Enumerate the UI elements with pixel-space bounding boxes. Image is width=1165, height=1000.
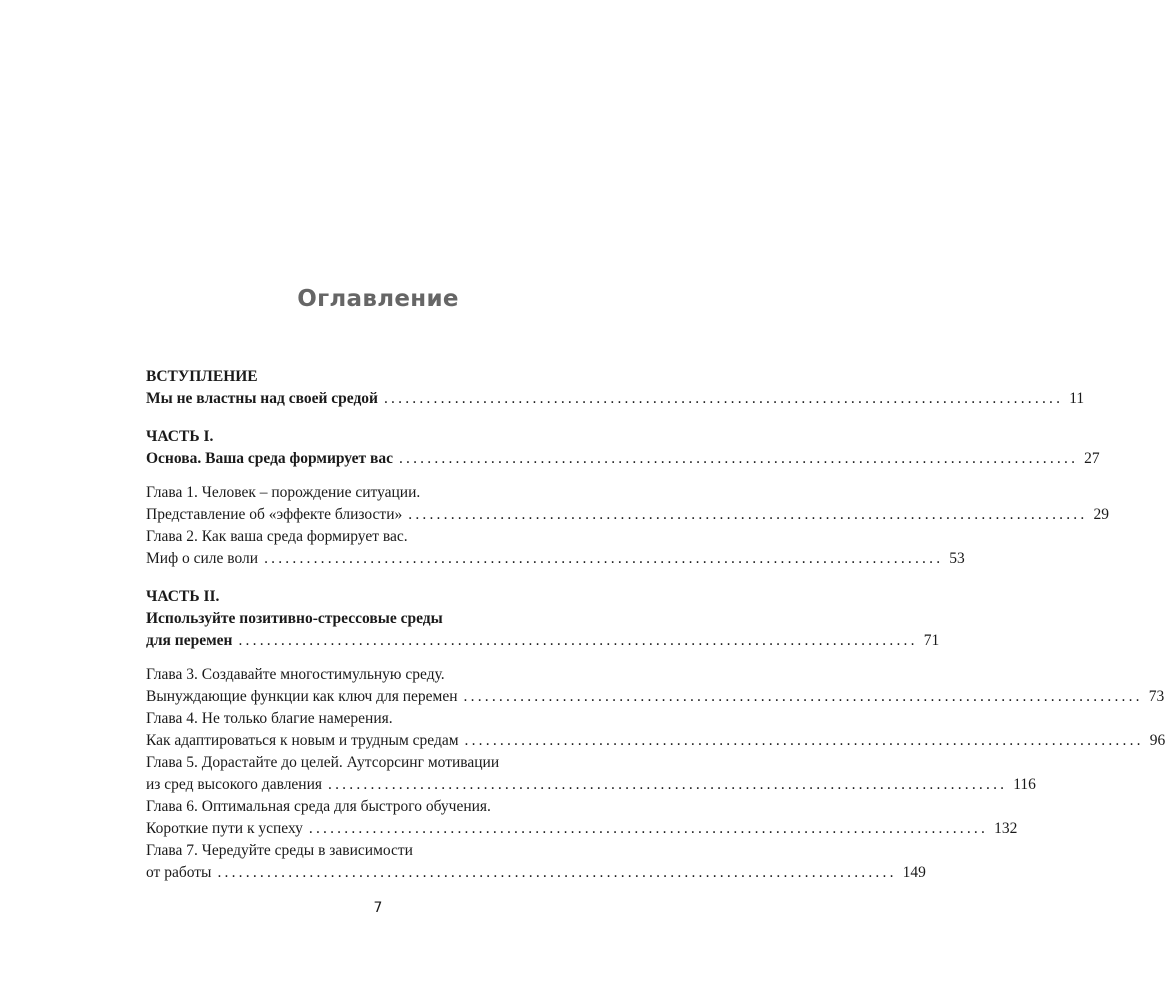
- toc-entry-text: Основа. Ваша среда формирует вас: [146, 450, 393, 467]
- toc-entry-page: 96: [1149, 732, 1165, 749]
- toc-entry-chapter5[interactable]: [146, 774, 1036, 796]
- toc-entry-text: Мы не властны над своей средой: [146, 390, 378, 407]
- toc-entry-page: 73: [1148, 688, 1165, 705]
- toc-entry-intro[interactable]: [146, 388, 1085, 410]
- part2-heading: ЧАСТЬ II.: [146, 588, 220, 605]
- chapter1-title: Глава 1. Человек – порождение ситуации.: [146, 484, 421, 501]
- toc-entry-text: из сред высокого давления: [146, 776, 323, 793]
- toc-entry-chapter3[interactable]: [146, 686, 1165, 708]
- chapter5-title: Глава 5. Дорастайте до целей. Аутсорсинг мотивации: [146, 754, 500, 771]
- toc-entry-page: 11: [1069, 390, 1085, 407]
- leader-dots: ................................................................................................: [383, 390, 1064, 407]
- toc-entry-part1[interactable]: [146, 448, 1100, 470]
- toc-entry-page: 132: [994, 820, 1018, 837]
- toc-entry-chapter7[interactable]: [146, 862, 926, 884]
- toc-entry-text: Как адаптироваться к новым и трудным средам: [146, 732, 459, 749]
- toc-entry-page: 149: [902, 864, 926, 881]
- toc-entry-text: Короткие пути к успеху: [146, 820, 303, 837]
- leader-dots: ................................................................................................: [464, 732, 1144, 749]
- toc-entry-chapter2[interactable]: [146, 548, 965, 570]
- page-number: 7: [373, 900, 383, 916]
- toc-entry-text: Вынуждающие функции как ключ для перемен: [146, 688, 458, 705]
- toc-entry-chapter1[interactable]: [146, 504, 1109, 526]
- toc-entry-text: от работы: [146, 864, 212, 881]
- intro-heading: ВСТУПЛЕНИЕ: [146, 368, 258, 385]
- toc-entry-text: Представление об «эффекте близости»: [146, 506, 403, 523]
- chapter6-title: Глава 6. Оптимальная среда для быстрого обучения.: [146, 798, 491, 815]
- toc-entry-text: для перемен: [146, 632, 233, 649]
- toc-entry-chapter4[interactable]: [146, 730, 1165, 752]
- leader-dots: ................................................................................................: [328, 776, 1008, 793]
- chapter7-title: Глава 7. Чередуйте среды в зависимости: [146, 842, 413, 859]
- toc-entry-chapter6[interactable]: [146, 818, 1018, 840]
- chapter3-title: Глава 3. Создавайте многостимульную среду.: [146, 666, 445, 683]
- page-title: Оглавление: [297, 286, 459, 312]
- leader-dots: ................................................................................................: [308, 820, 989, 837]
- toc-entry-page: 116: [1013, 776, 1036, 793]
- part2-subtitle: Используйте позитивно-стрессовые среды: [146, 610, 443, 627]
- table-of-contents: [146, 366, 1165, 884]
- leader-dots: ................................................................................................: [398, 450, 1079, 467]
- part1-heading: ЧАСТЬ I.: [146, 428, 214, 445]
- leader-dots: ................................................................................................: [463, 688, 1143, 705]
- toc-entry-page: 29: [1093, 506, 1109, 523]
- leader-dots: ................................................................................................: [238, 632, 918, 649]
- toc-entry-part2[interactable]: [146, 630, 940, 652]
- leader-dots: ................................................................................................: [264, 550, 944, 567]
- leader-dots: ................................................................................................: [408, 506, 1088, 523]
- toc-entry-page: 53: [949, 550, 965, 567]
- chapter4-title: Глава 4. Не только благие намерения.: [146, 710, 393, 727]
- toc-entry-page: 27: [1084, 450, 1100, 467]
- chapter2-title: Глава 2. Как ваша среда формирует вас.: [146, 528, 408, 545]
- toc-entry-page: 71: [923, 632, 940, 649]
- toc-entry-text: Миф о силе воли: [146, 550, 259, 567]
- leader-dots: ................................................................................................: [217, 864, 897, 881]
